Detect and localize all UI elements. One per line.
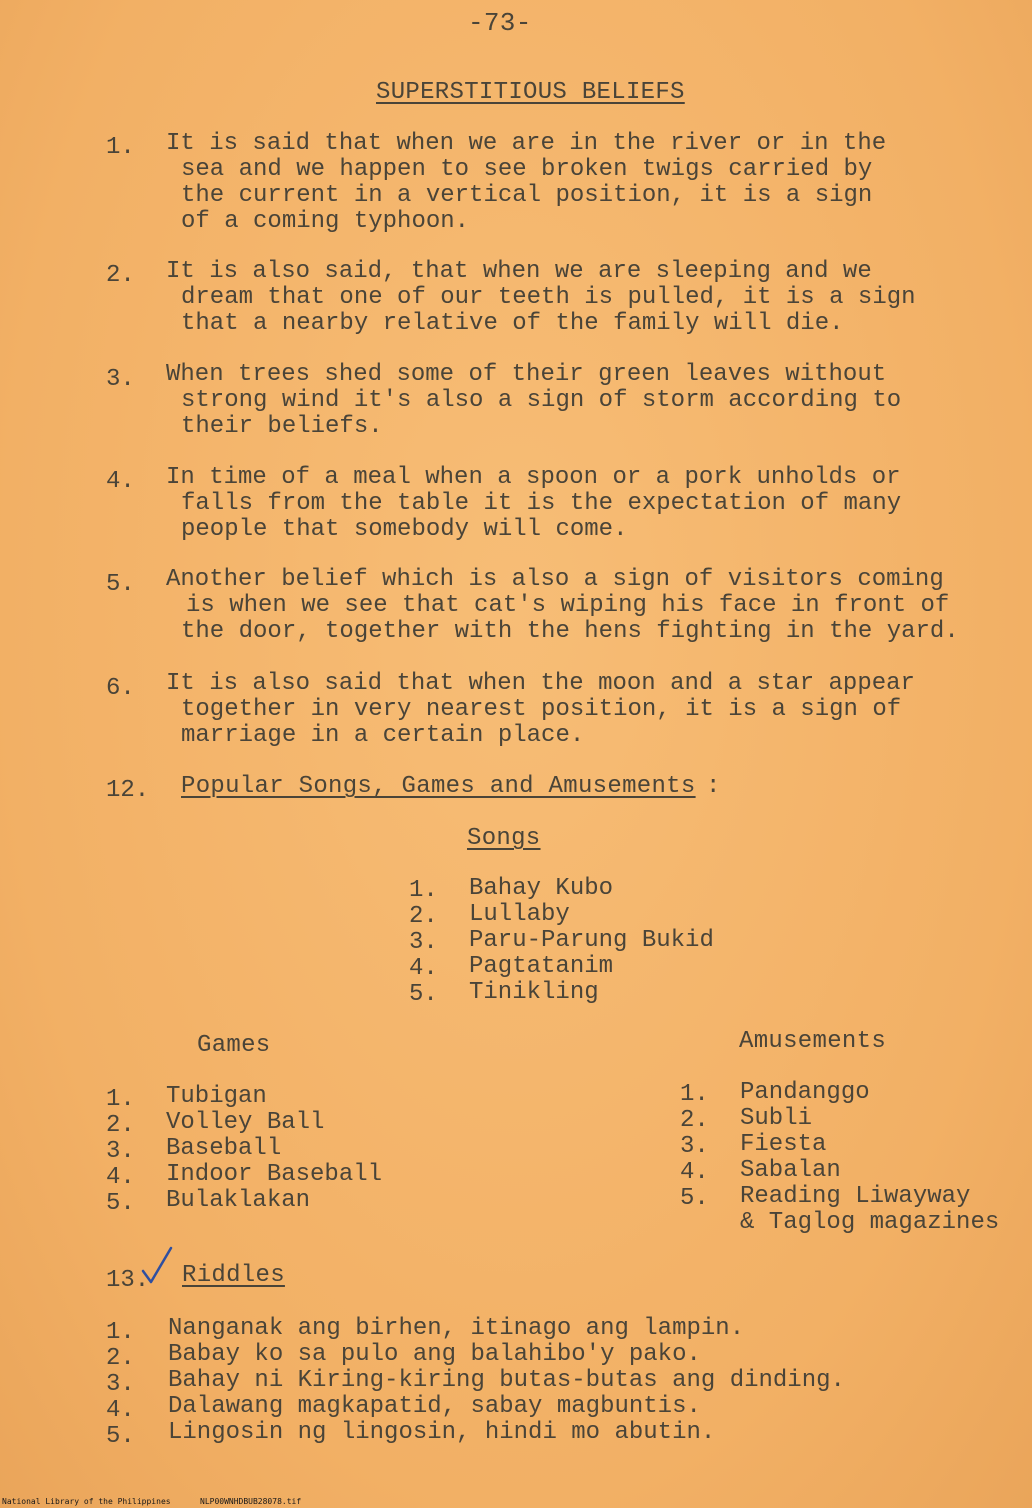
amusement-number: 2. <box>680 1107 709 1134</box>
belief-line: their beliefs. <box>181 413 383 440</box>
section-title: Riddles <box>182 1262 285 1289</box>
riddle-label: Babay ko sa pulo ang balahibo'y pako. <box>168 1341 701 1368</box>
belief-line: people that somebody will come. <box>181 516 628 543</box>
song-number: 4. <box>409 955 438 982</box>
belief-number: 4. <box>106 468 135 495</box>
amusement-label: Reading Liwayway <box>740 1183 971 1210</box>
belief-line: marriage in a certain place. <box>181 722 585 749</box>
song-label: Pagtatanim <box>469 953 614 980</box>
belief-line: sea and we happen to see broken twigs carried by <box>181 156 873 183</box>
belief-line: together in very nearest position, it is a sign of <box>181 696 902 723</box>
games-heading: Games <box>197 1032 271 1059</box>
game-number: 4. <box>106 1164 135 1191</box>
riddle-label: Bahay ni Kiring-kiring butas-butas ang dinding. <box>168 1367 845 1394</box>
belief-line: the door, together with the hens fighting in the yard. <box>181 618 959 645</box>
songs-heading: Songs <box>467 825 541 852</box>
footer-source: National Library of the Philippines <box>2 1497 171 1506</box>
game-label: Tubigan <box>166 1083 267 1110</box>
game-label: Indoor Baseball <box>166 1161 383 1188</box>
riddle-number: 3. <box>106 1371 135 1398</box>
footer-filename: NLP00WNHDBUB28078.tif <box>200 1497 302 1506</box>
song-number: 1. <box>409 877 438 904</box>
song-label: Tinikling <box>469 979 599 1006</box>
amusement-number: 1. <box>680 1081 709 1108</box>
belief-line: It is also said, that when we are sleeping and we <box>166 258 872 285</box>
song-number: 3. <box>409 929 438 956</box>
section-number: 12. <box>106 777 150 804</box>
belief-line: the current in a vertical position, it is a sign <box>181 182 873 209</box>
page-title: SUPERSTITIOUS BELIEFS <box>376 79 685 106</box>
section-number: 13. <box>106 1267 150 1294</box>
page-number: -73- <box>468 8 532 38</box>
section-title: Popular Songs, Games and Amusements <box>181 773 696 800</box>
belief-number: 3. <box>106 366 135 393</box>
amusement-number: 4. <box>680 1159 709 1186</box>
game-label: Baseball <box>166 1135 282 1162</box>
belief-number: 6. <box>106 675 135 702</box>
game-number: 3. <box>106 1138 135 1165</box>
belief-line: In time of a meal when a spoon or a pork unholds or <box>166 464 901 491</box>
amusement-number: 5. <box>680 1185 709 1212</box>
amusement-number: 3. <box>680 1133 709 1160</box>
riddle-label: Lingosin ng lingosin, hindi mo abutin. <box>168 1419 716 1446</box>
song-label: Paru-Parung Bukid <box>469 927 714 954</box>
amusement-continuation: & Taglog magazines <box>740 1209 1000 1236</box>
belief-line: that a nearby relative of the family will die. <box>181 310 844 337</box>
game-label: Bulaklakan <box>166 1187 311 1214</box>
amusement-label: Fiesta <box>740 1131 827 1158</box>
checkmark-icon <box>140 1245 174 1285</box>
amusement-label: Sabalan <box>740 1157 841 1184</box>
riddle-label: Dalawang magkapatid, sabay magbuntis. <box>168 1393 701 1420</box>
belief-line: strong wind it's also a sign of storm according to <box>181 387 902 414</box>
belief-line: dream that one of our teeth is pulled, it is a sign <box>181 284 916 311</box>
song-label: Lullaby <box>469 901 570 928</box>
belief-line: falls from the table it is the expectation of many <box>181 490 902 517</box>
belief-number: 1. <box>106 134 135 161</box>
game-number: 5. <box>106 1190 135 1217</box>
song-label: Bahay Kubo <box>469 875 614 902</box>
belief-line: Another belief which is also a sign of visitors coming <box>166 566 944 593</box>
amusements-heading: Amusements <box>739 1028 887 1055</box>
song-number: 5. <box>409 981 438 1008</box>
belief-line: of a coming typhoon. <box>181 208 470 235</box>
belief-number: 5. <box>106 571 135 598</box>
riddle-number: 2. <box>106 1345 135 1372</box>
game-number: 1. <box>106 1086 135 1113</box>
game-number: 2. <box>106 1112 135 1139</box>
riddle-label: Nanganak ang birhen, itinago ang lampin. <box>168 1315 745 1342</box>
belief-number: 2. <box>106 262 135 289</box>
belief-line: When trees shed some of their green leaves without <box>166 361 887 388</box>
amusement-label: Subli <box>740 1105 813 1132</box>
amusement-label: Pandanggo <box>740 1079 870 1106</box>
riddle-number: 1. <box>106 1319 135 1346</box>
belief-line: It is also said that when the moon and a star appear <box>166 670 915 697</box>
game-label: Volley Ball <box>166 1109 325 1136</box>
belief-line: It is said that when we are in the river or in the <box>166 130 887 157</box>
riddle-number: 4. <box>106 1397 135 1424</box>
belief-line: is when we see that cat's wiping his face in front of <box>186 592 950 619</box>
song-number: 2. <box>409 903 438 930</box>
riddle-number: 5. <box>106 1423 135 1450</box>
section-colon: : <box>706 773 721 800</box>
